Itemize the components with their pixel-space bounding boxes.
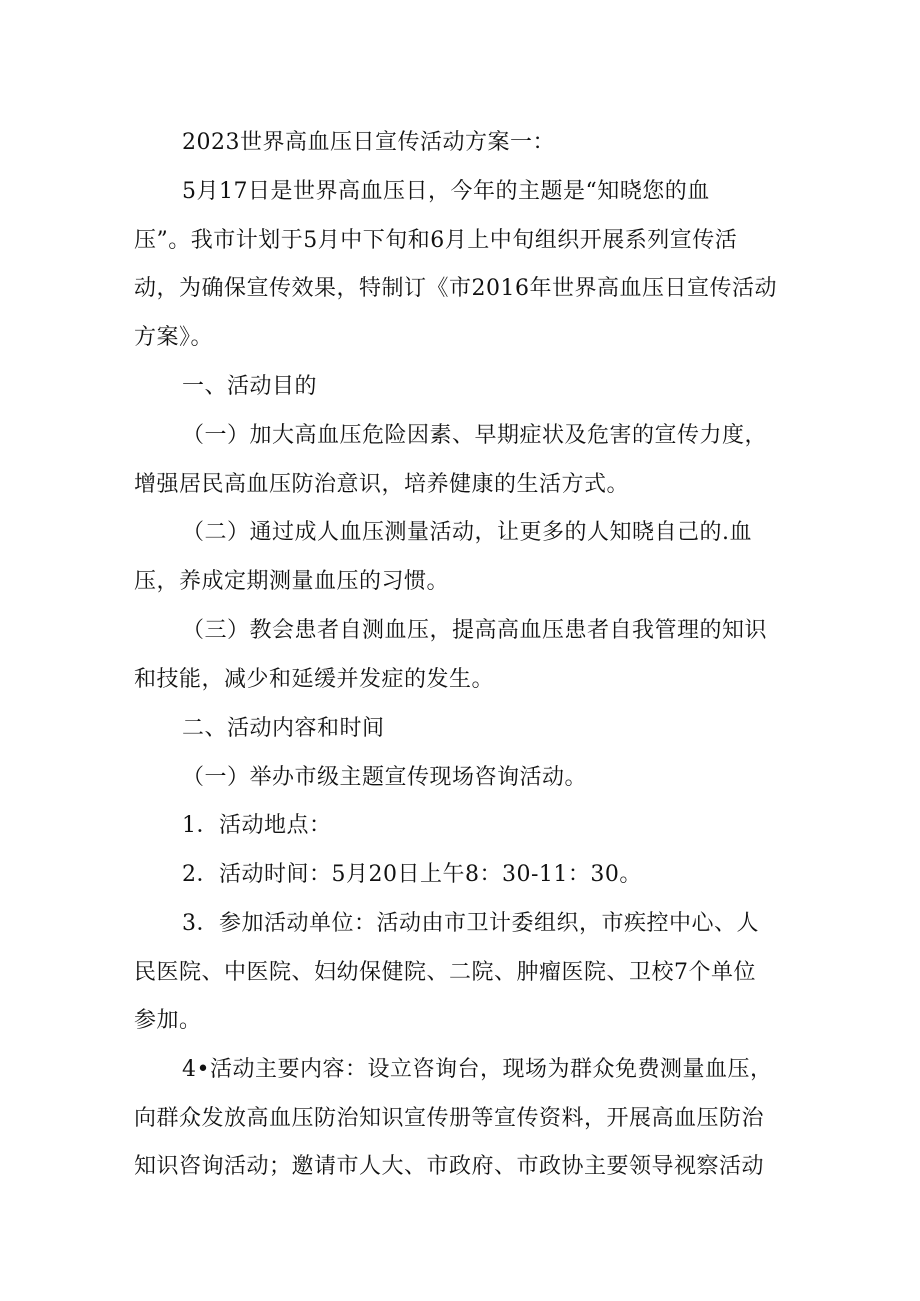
list-item: 4•活动主要内容：设立咨询台，现场为群众免费测量血压，	[182, 1057, 773, 1082]
text-line: 民医院、中医院、妇幼保健院、二院、肿瘤医院、卫校7个单位	[134, 960, 756, 985]
text-line: （一）举办市级主题宣传现场咨询活动。	[182, 765, 588, 790]
text-line: 压”。我市计划于5月中下旬和6月上中旬组织开展系列宣传活	[134, 228, 738, 253]
text-line: 动，为确保宣传效果，特制订《市2016年世界高血压日宣传活动	[134, 276, 777, 301]
list-item: 1．活动地点：	[182, 813, 332, 838]
text-line: 压，养成定期测量血压的习惯。	[134, 569, 450, 594]
list-item: 2．活动时间：5月20日上午8：30-11：30。	[182, 862, 642, 887]
text-line: 和技能，减少和延缓并发症的发生。	[134, 667, 495, 692]
text-line: 知识咨询活动；邀请市人大、市政府、市政协主要领导视察活动	[134, 1154, 765, 1179]
text-line: （三）教会患者自测血压，提高高血压患者自我管理的知识	[182, 618, 768, 643]
document-title: 2023世界高血压日宣传活动方案一：	[182, 130, 555, 155]
section-heading: 二、活动内容和时间	[182, 716, 385, 741]
text-line: （一）加大高血压危险因素、早期症状及危害的宣传力度，	[182, 423, 768, 448]
text-line: 参加。	[134, 1008, 202, 1033]
text-line: （二）通过成人血压测量活动，让更多的人知晓自己的.血	[182, 520, 752, 545]
text-line: 增强居民高血压防治意识，培养健康的生活方式。	[134, 472, 630, 497]
list-item: 3．参加活动单位：活动由市卫计委组织，市疾控中心、人	[182, 911, 759, 936]
text-line: 方案》。	[134, 325, 214, 350]
text-line: 向群众发放高血压防治知识宣传册等宣传资料，开展高血压防治	[134, 1106, 765, 1131]
section-heading: 一、活动目的	[182, 374, 318, 399]
text-line: 5月17日是世界高血压日，今年的主题是“知晓您的血	[182, 179, 710, 204]
